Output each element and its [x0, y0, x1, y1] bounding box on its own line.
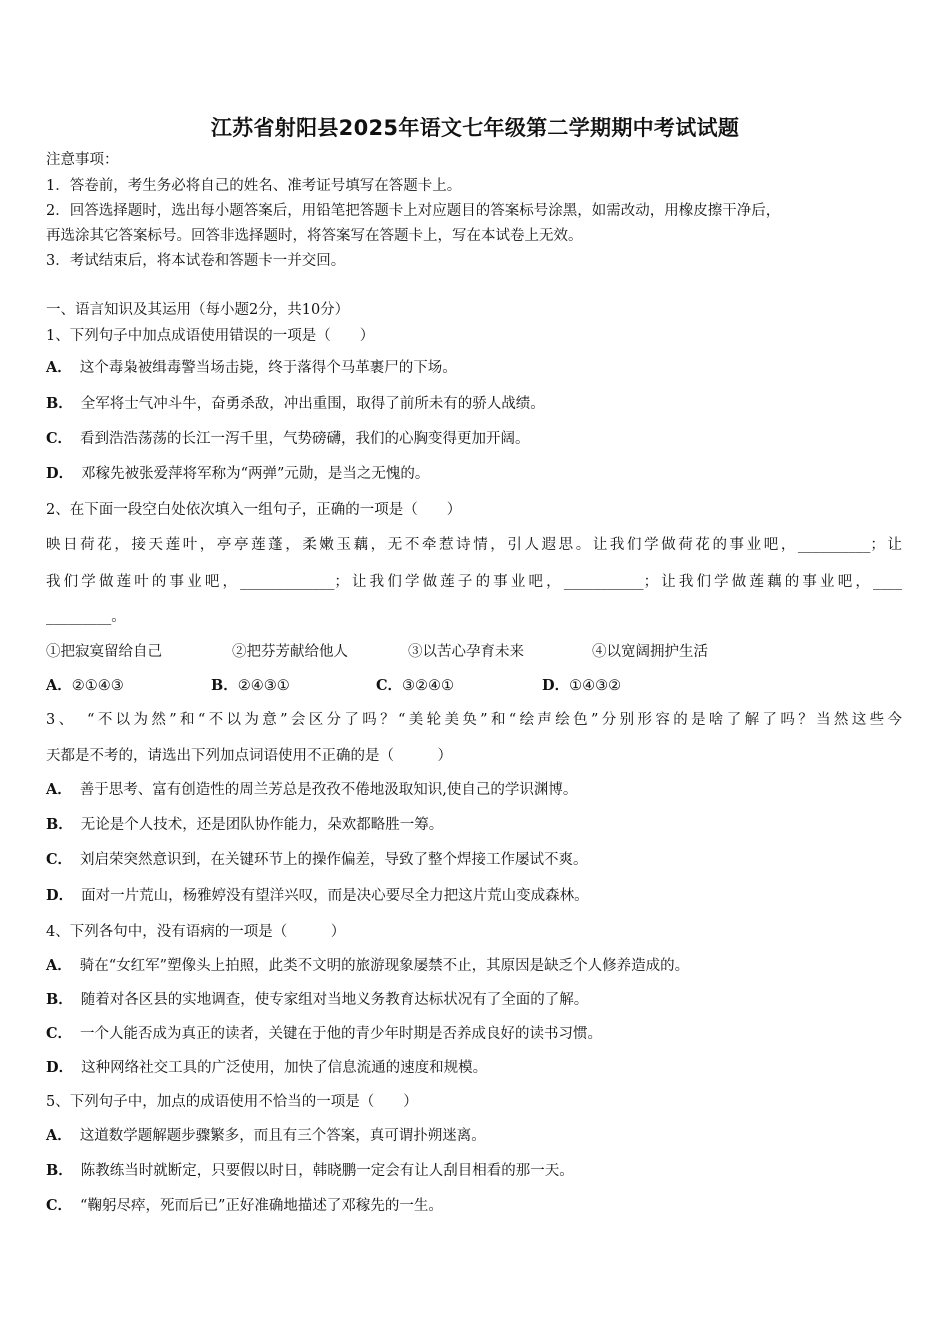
choice-list — [46, 642, 708, 662]
option-label: B． — [46, 816, 73, 833]
question-stem: 天都是不考的，请选出下列加点词语使用不正确的是（ ） — [46, 748, 452, 764]
option-text: 陈教练当时就断定，只要假以时日，韩晓鹏一定会有让人刮目相看的那一天。 — [80, 1163, 574, 1179]
option-text: 这道数学题解题步骤繁多，而且有三个答案，真可谓扑朔迷离。 — [79, 1128, 486, 1144]
option-b[interactable] — [211, 676, 376, 696]
option-text: ③②④① — [402, 678, 455, 694]
option-text: ②④③① — [237, 678, 290, 694]
option-label: A． — [46, 1127, 72, 1144]
option-text: ①④③② — [569, 678, 622, 694]
notice-item: 3．考试结束后，将本试卷和答题卡一并交回。 — [46, 253, 346, 269]
option-text: 这个毒枭被缉毒警当场击毙，终于落得个马革裹尸的下场。 — [79, 360, 457, 376]
option-c[interactable] — [46, 1024, 602, 1044]
option-text: 看到浩浩荡荡的长江一泻千里，气势磅礴，我们的心胸变得更加开阔。 — [80, 431, 530, 447]
notice-heading: 注意事项： — [46, 152, 119, 168]
question-stem: 1、下列句子中加点成语使用错误的一项是（ ） — [46, 328, 375, 344]
option-c[interactable] — [46, 1196, 443, 1216]
option-b[interactable] — [46, 394, 545, 414]
option-label: D． — [542, 677, 570, 694]
option-label: C． — [46, 430, 73, 447]
option-text: ②①④③ — [71, 678, 124, 694]
option-a[interactable] — [46, 676, 211, 696]
option-label: A． — [46, 781, 72, 798]
option-label: D． — [46, 887, 74, 904]
notice-item: 再选涂其它答案标号。回答非选择题时，将答案写在答题卡上，写在本试卷上无效。 — [46, 228, 583, 244]
choice-item: ④以宽阔拥护生活 — [592, 644, 708, 660]
option-label: B． — [211, 677, 238, 694]
choice-item: ①把寂寞留给自己 — [46, 644, 162, 660]
option-label: B． — [46, 1162, 73, 1179]
option-label: C． — [46, 1025, 73, 1042]
option-label: D． — [46, 1059, 74, 1076]
option-text: 随着对各区县的实地调查，使专家组对当地义务教育达标状况有了全面的了解。 — [80, 992, 589, 1008]
option-d[interactable] — [46, 886, 589, 906]
section-heading: 一、语言知识及其运用（每小题2分，共10分） — [46, 302, 350, 318]
question-stem: 4、下列各句中，没有语病的一项是（ ） — [46, 924, 346, 940]
passage-line: 映日荷花，接天莲叶，亭亭莲蓬，柔嫩玉藕，无不牵惹诗情，引人遐思。让我们学做荷花的事业吧，__________；让 — [46, 537, 902, 553]
option-label: B． — [46, 991, 73, 1008]
option-b[interactable] — [46, 990, 588, 1010]
option-label: C． — [46, 851, 73, 868]
option-a[interactable] — [46, 780, 577, 800]
option-label: A． — [46, 359, 72, 376]
option-row — [46, 676, 621, 696]
option-d[interactable] — [46, 464, 429, 484]
option-label: C． — [46, 1197, 73, 1214]
option-c[interactable] — [46, 850, 588, 870]
passage-line: 我们学做莲叶的事业吧，_____________；让我们学做莲子的事业吧，___________；让我们学做莲藕的事业吧，____ — [46, 574, 902, 590]
option-c[interactable] — [376, 676, 542, 696]
option-c[interactable] — [46, 429, 530, 449]
question-stem: 2、在下面一段空白处依次填入一组句子，正确的一项是（ ） — [46, 502, 462, 518]
option-a[interactable] — [46, 358, 457, 378]
choice-item: ②把芬芳献给他人 — [232, 644, 348, 660]
option-text: “鞠躬尽瘁，死而后已”正好准确地描述了邓稼先的一生。 — [80, 1198, 443, 1214]
option-a[interactable] — [46, 956, 689, 976]
option-text: 无论是个人技术，还是团队协作能力，朵欢都略胜一筹。 — [80, 817, 444, 833]
question-stem: 3、 “不以为然”和“不以为意”会区分了吗？“美轮美奂”和“绘声绘色”分别形容的是啥了解了吗？当然这些今 — [46, 712, 902, 728]
option-text: 面对一片荒山，杨雅婷没有望洋兴叹，而是决心要尽全力把这片荒山变成森林。 — [81, 888, 589, 904]
option-text: 邓稼先被张爱萍将军称为“两弹”元勋，是当之无愧的。 — [81, 466, 430, 482]
option-b[interactable] — [46, 1161, 574, 1181]
choice-item: ③以苦心孕育未来 — [408, 644, 524, 660]
passage-line: _________。 — [46, 609, 126, 625]
option-d[interactable] — [542, 676, 621, 696]
option-label: A． — [46, 957, 72, 974]
option-label: C． — [376, 677, 403, 694]
notice-item: 1．答卷前，考生务必将自己的姓名、准考证号填写在答题卡上。 — [46, 178, 462, 194]
option-b[interactable] — [46, 815, 443, 835]
notice-item: 2．回答选择题时，选出每小题答案后，用铅笔把答题卡上对应题目的答案标号涂黑，如需改动，用橡皮擦干净后， — [46, 203, 781, 219]
option-text: 骑在“女红军”塑像头上拍照，此类不文明的旅游现象屡禁不止，其原因是缺乏个人修养造成的。 — [79, 958, 690, 974]
option-text: 全军将士气冲斗牛，奋勇杀敌，冲出重围，取得了前所未有的骄人战绩。 — [80, 396, 545, 412]
page-title: 江苏省射阳县2025年语文七年级第二学期期中考试试题 — [210, 116, 740, 140]
question-stem: 5、下列句子中，加点的成语使用不恰当的一项是（ ） — [46, 1094, 418, 1110]
option-text: 善于思考、富有创造性的周兰芳总是孜孜不倦地汲取知识,使自己的学识渊博。 — [79, 782, 578, 798]
option-label: D． — [46, 465, 74, 482]
option-d[interactable] — [46, 1058, 487, 1078]
option-a[interactable] — [46, 1126, 486, 1146]
option-text: 一个人能否成为真正的读者，关键在于他的青少年时期是否养成良好的读书习惯。 — [80, 1026, 603, 1042]
option-label: A． — [46, 677, 72, 694]
option-text: 这种网络社交工具的广泛使用，加快了信息流通的速度和规模。 — [81, 1060, 488, 1076]
option-text: 刘启荣突然意识到，在关键环节上的操作偏差，导致了整个焊接工作屡试不爽。 — [80, 852, 588, 868]
option-label: B． — [46, 395, 73, 412]
